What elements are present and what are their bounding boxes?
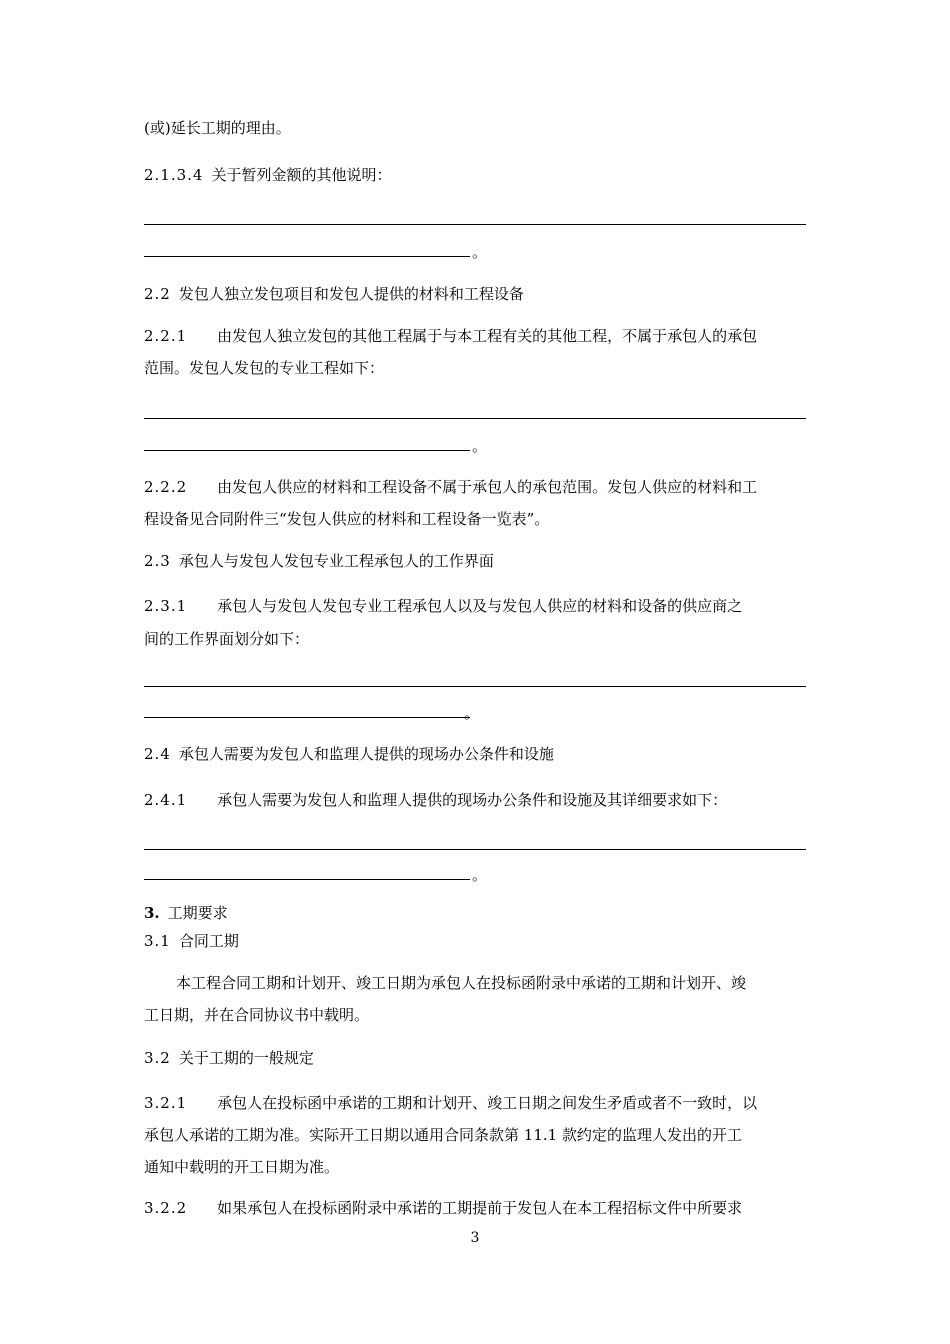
clause-text: 承包人需要为发包人和监理人提供的现场办公条件和设施及其详细要求如下： <box>217 791 728 809</box>
clause-text: 承包人在投标函中承诺的工期和计划开、竣工日期之间发生矛盾或者不一致时，以 <box>217 1094 758 1112</box>
clause-text: 承包人与发包人发包专业工程承包人以及与发包人供应的材料和设备的供应商之 <box>217 597 743 615</box>
fill-in-line <box>144 879 470 880</box>
clause-number: 2.4.1 <box>144 791 188 809</box>
clause-text: 由发包人独立发包的其他工程属于与本工程有关的其他工程，不属于承包人的承包 <box>217 327 758 345</box>
clause-number: 2.3.1 <box>144 597 188 615</box>
clause-text: 关于工期的一般规定 <box>178 1049 314 1067</box>
clause-3-2-2 <box>144 1198 742 1218</box>
clause-2-3-1 <box>144 596 742 616</box>
clause-number: 2.4 <box>144 745 171 763</box>
period: 。 <box>472 243 488 261</box>
text-line: 程设备见合同附件三“发包人供应的材料和工程设备一览表”。 <box>144 510 550 528</box>
clause-2-1-3-4 <box>144 165 392 185</box>
clause-text: 发包人独立发包项目和发包人提供的材料和工程设备 <box>178 285 524 303</box>
clause-2-4-1 <box>144 790 727 810</box>
clause-number: 2.2.1 <box>144 327 188 345</box>
clause-text: 关于暂列金额的其他说明： <box>211 166 392 184</box>
clause-text: 承包人需要为发包人和监理人提供的现场办公条件和设施 <box>178 745 554 763</box>
fill-in-line <box>144 256 470 257</box>
clause-number: 2.3 <box>144 552 171 570</box>
fill-in-line <box>144 224 806 225</box>
text-line: 承包人承诺的工期为准。实际开工日期以通用合同条款第 11.1 款约定的监理人发出的开工 <box>144 1126 742 1144</box>
clause-text: 承包人与发包人发包专业工程承包人的工作界面 <box>178 552 494 570</box>
section-title: 工期要求 <box>167 904 228 922</box>
clause-text: 合同工期 <box>178 932 239 950</box>
clause-2-2-2 <box>144 477 757 497</box>
fill-in-line <box>144 686 806 687</box>
period: 。 <box>472 437 488 455</box>
period: 。 <box>464 704 480 722</box>
clause-number: 2.2.2 <box>144 478 188 496</box>
section-2-3-heading <box>144 551 494 571</box>
text-line: (或)延长工期的理由。 <box>144 119 291 137</box>
fill-in-line <box>144 450 470 451</box>
clause-3-2-1 <box>144 1093 757 1113</box>
text-line: 范围。发包人发包的专业工程如下： <box>144 359 385 377</box>
text-line: 间的工作界面划分如下： <box>144 630 310 648</box>
clause-2-2-1 <box>144 326 757 346</box>
paragraph-line: 本工程合同工期和计划开、竣工日期为承包人在投标函附录中承诺的工期和计划开、竣 <box>176 974 747 992</box>
clause-number: 2.2 <box>144 285 171 303</box>
section-3-2-heading <box>144 1048 314 1068</box>
section-2-4-heading <box>144 744 554 764</box>
section-3-1-heading <box>144 931 239 951</box>
clause-number: 3.1 <box>144 932 171 950</box>
clause-number: 3.2 <box>144 1049 171 1067</box>
page-number: 3 <box>470 1230 480 1246</box>
text-line: 通知中载明的开工日期为准。 <box>144 1158 340 1176</box>
clause-text: 如果承包人在投标函附录中承诺的工期提前于发包人在本工程招标文件中所要求 <box>217 1199 743 1217</box>
clause-text: 由发包人供应的材料和工程设备不属于承包人的承包范围。发包人供应的材料和工 <box>217 478 758 496</box>
section-2-2-heading <box>144 284 524 304</box>
text-line: 工日期，并在合同协议书中载明。 <box>144 1006 370 1024</box>
fill-in-line <box>144 849 806 850</box>
clause-number: 2.1.3.4 <box>144 166 204 184</box>
fill-in-line <box>144 418 806 419</box>
period: 。 <box>472 866 488 884</box>
clause-number: 3.2.2 <box>144 1199 188 1217</box>
fill-in-line <box>144 717 470 718</box>
clause-number: 3.2.1 <box>144 1094 188 1112</box>
section-3-heading <box>144 903 228 923</box>
section-number: 3. <box>144 904 160 922</box>
